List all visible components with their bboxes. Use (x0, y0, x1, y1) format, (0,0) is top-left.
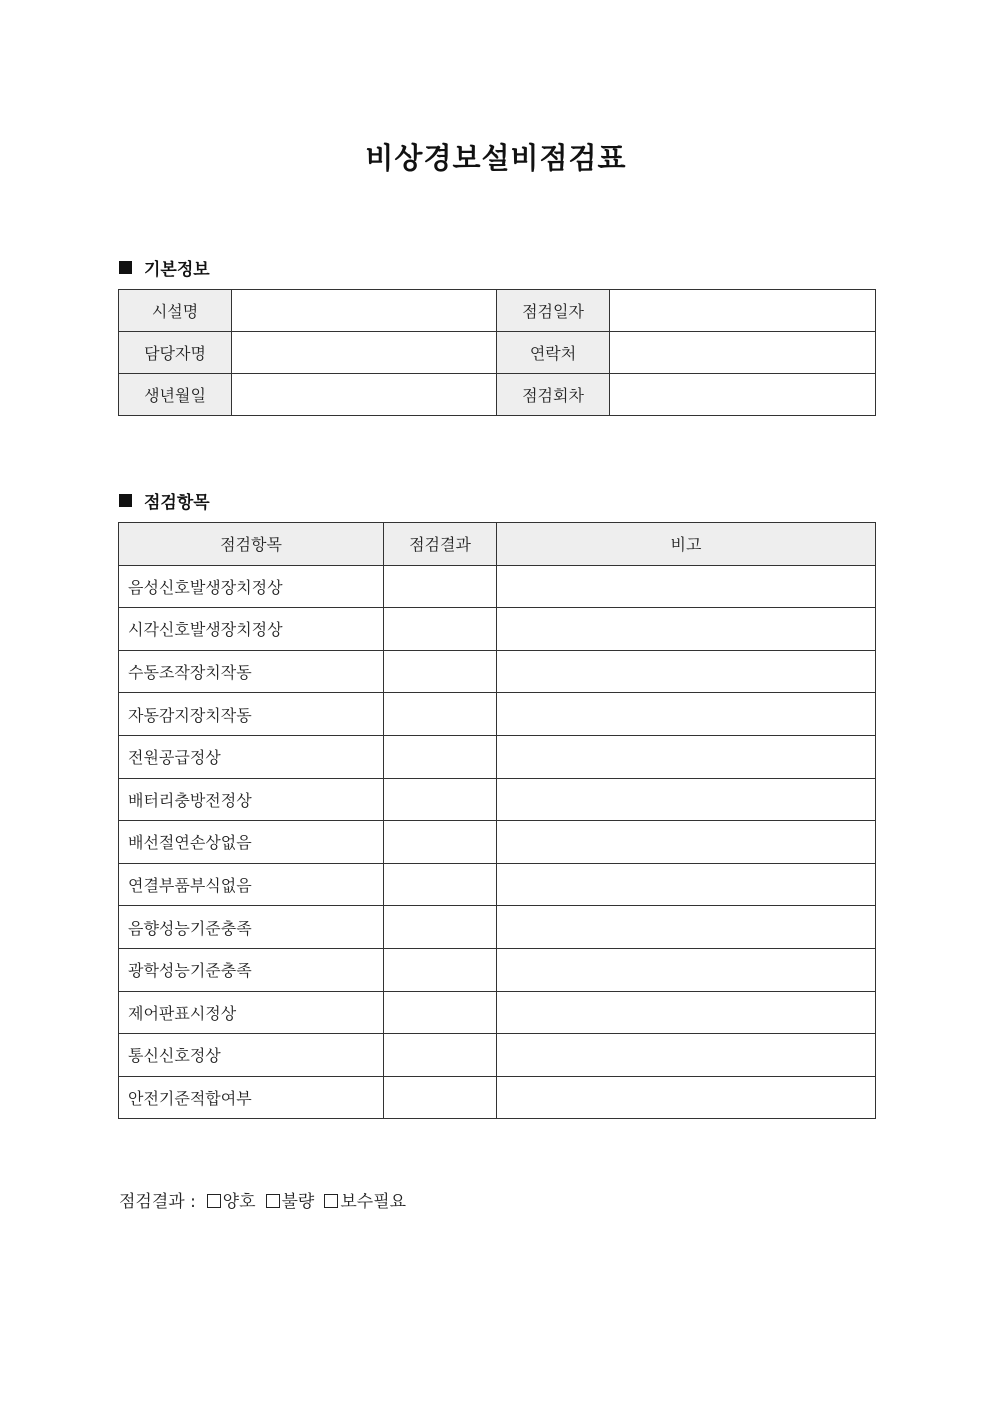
inspection-item-name: 음향성능기준충족 (119, 906, 384, 949)
inspection-item-name: 수동조작장치작동 (119, 650, 384, 693)
table-row (119, 1076, 876, 1119)
inspection-note-cell[interactable] (497, 693, 876, 736)
birthdate-label: 생년월일 (119, 374, 232, 416)
inspection-item-name: 시각신호발생장치정상 (119, 608, 384, 651)
contact-label: 연락처 (497, 332, 610, 374)
option-bad-label: 불량 (281, 1192, 315, 1212)
inspection-result-cell[interactable] (384, 650, 497, 693)
option-repair-label: 보수필요 (340, 1192, 407, 1212)
inspection-round-label: 점검회차 (497, 374, 610, 416)
inspection-date-field[interactable] (610, 290, 876, 332)
inspection-result-cell[interactable] (384, 735, 497, 778)
table-row (119, 693, 876, 736)
option-good-label: 양호 (222, 1192, 256, 1212)
square-bullet-icon (119, 494, 132, 507)
inspection-item-name: 안전기준적합여부 (119, 1076, 384, 1119)
inspection-note-cell[interactable] (497, 1076, 876, 1119)
inspection-note-cell[interactable] (497, 948, 876, 991)
contact-field[interactable] (610, 332, 876, 374)
table-row (119, 332, 876, 374)
table-header-row (119, 523, 876, 566)
inspection-note-cell[interactable] (497, 608, 876, 651)
inspection-note-cell[interactable] (497, 863, 876, 906)
facility-name-field[interactable] (232, 290, 497, 332)
inspection-result-cell[interactable] (384, 821, 497, 864)
inspection-heading-text: 점검항목 (144, 493, 210, 513)
table-row (119, 906, 876, 949)
table-row (119, 608, 876, 651)
inspection-item-name: 배선절연손상없음 (119, 821, 384, 864)
inspection-item-name: 연결부품부식없음 (119, 863, 384, 906)
inspection-heading (119, 488, 210, 513)
table-row (119, 991, 876, 1034)
inspection-result-cell[interactable] (384, 608, 497, 651)
basic-info-table (118, 289, 876, 416)
manager-name-field[interactable] (232, 332, 497, 374)
inspection-note-cell[interactable] (497, 1034, 876, 1077)
table-row (119, 735, 876, 778)
table-row (119, 863, 876, 906)
inspection-note-cell[interactable] (497, 650, 876, 693)
inspection-note-cell[interactable] (497, 821, 876, 864)
option-bad[interactable] (266, 1187, 315, 1212)
inspection-item-name: 전원공급정상 (119, 735, 384, 778)
page-title: 비상경보설비점검표 (365, 141, 627, 175)
table-row (119, 565, 876, 608)
inspection-result-cell[interactable] (384, 906, 497, 949)
inspection-round-field[interactable] (610, 374, 876, 416)
table-row (119, 374, 876, 416)
inspection-item-name: 제어판표시정상 (119, 991, 384, 1034)
checkbox-icon[interactable] (324, 1194, 338, 1208)
table-row (119, 290, 876, 332)
inspection-result-cell[interactable] (384, 693, 497, 736)
inspection-date-label: 점검일자 (497, 290, 610, 332)
table-row (119, 778, 876, 821)
basic-info-heading-text: 기본정보 (144, 260, 210, 280)
inspection-note-cell[interactable] (497, 735, 876, 778)
column-header-item: 점검항목 (119, 523, 384, 566)
result-line (119, 1187, 416, 1212)
table-row (119, 650, 876, 693)
birthdate-field[interactable] (232, 374, 497, 416)
facility-name-label: 시설명 (119, 290, 232, 332)
inspection-note-cell[interactable] (497, 906, 876, 949)
inspection-result-cell[interactable] (384, 991, 497, 1034)
result-label: 점검결과 : (119, 1192, 196, 1212)
inspection-item-name: 자동감지장치작동 (119, 693, 384, 736)
checkbox-icon[interactable] (207, 1194, 221, 1208)
inspection-result-cell[interactable] (384, 948, 497, 991)
inspection-result-cell[interactable] (384, 1034, 497, 1077)
inspection-note-cell[interactable] (497, 991, 876, 1034)
inspection-item-name: 광학성능기준충족 (119, 948, 384, 991)
inspection-note-cell[interactable] (497, 565, 876, 608)
inspection-result-cell[interactable] (384, 1076, 497, 1119)
inspection-result-cell[interactable] (384, 863, 497, 906)
inspection-item-name: 음성신호발생장치정상 (119, 565, 384, 608)
manager-name-label: 담당자명 (119, 332, 232, 374)
table-row (119, 948, 876, 991)
checkbox-icon[interactable] (266, 1194, 280, 1208)
inspection-item-name: 통신신호정상 (119, 1034, 384, 1077)
basic-info-heading (119, 255, 210, 280)
inspection-result-cell[interactable] (384, 778, 497, 821)
table-row (119, 821, 876, 864)
option-good[interactable] (207, 1187, 256, 1212)
inspection-item-name: 배터리충방전정상 (119, 778, 384, 821)
column-header-note: 비고 (497, 523, 876, 566)
column-header-result: 점검결과 (384, 523, 497, 566)
option-repair-needed[interactable] (324, 1187, 406, 1212)
inspection-note-cell[interactable] (497, 778, 876, 821)
table-row (119, 1034, 876, 1077)
inspection-result-cell[interactable] (384, 565, 497, 608)
square-bullet-icon (119, 261, 132, 274)
inspection-table (118, 522, 876, 1119)
